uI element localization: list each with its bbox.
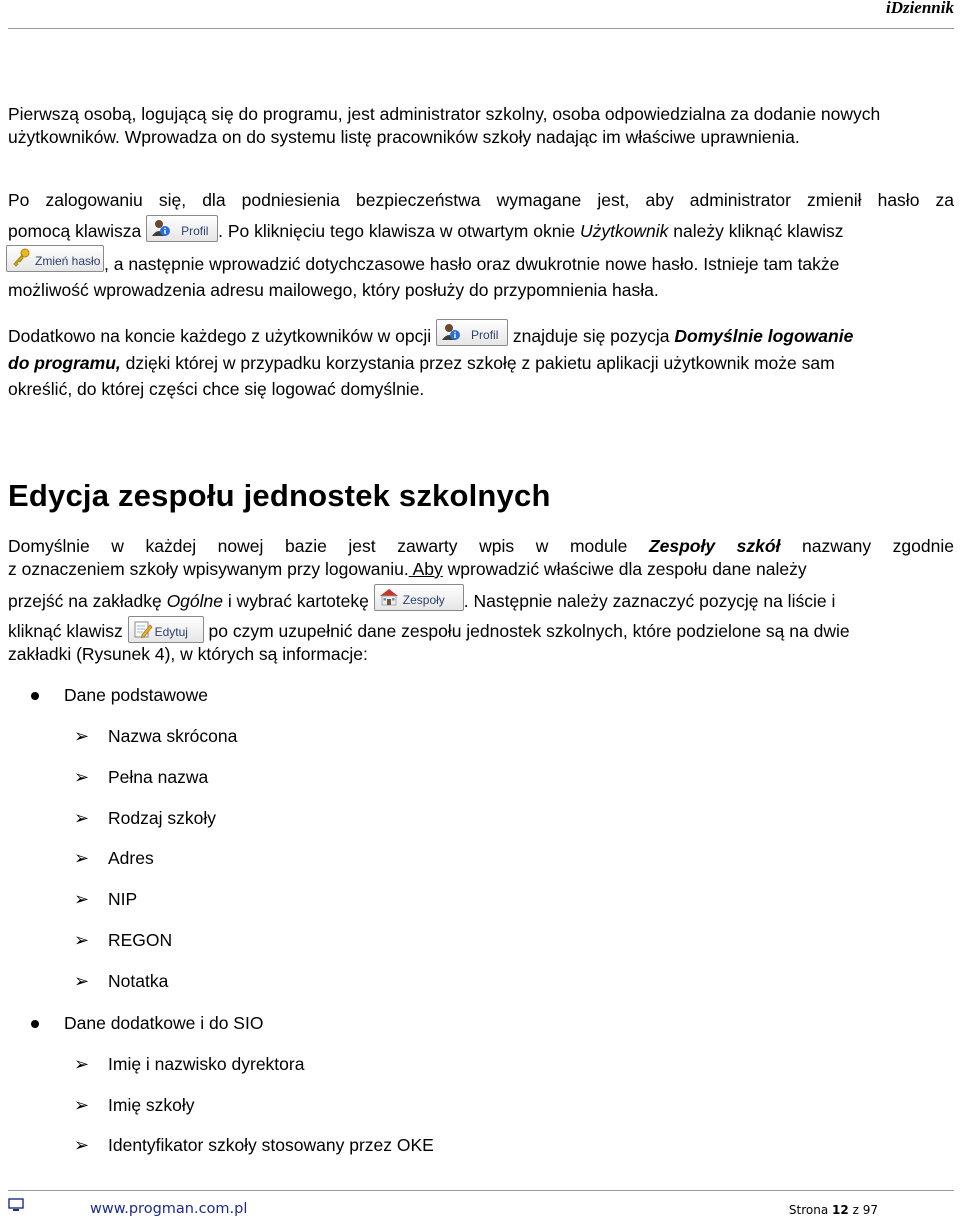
- arrow-bullet-icon: ➢: [74, 1054, 90, 1075]
- text: Domyślnie w każdej nowej bazie jest zawarty wpis w module: [8, 536, 649, 556]
- text: Po zalogowaniu się, dla podniesienia bezpieczeństwa wymagane jest, aby administrator zmienił hasło za: [8, 190, 954, 210]
- text-bold-italic: Zespoły szkół: [648, 536, 781, 556]
- page-total: 97: [862, 1203, 878, 1217]
- page-prefix: Strona: [788, 1203, 829, 1217]
- arrow-bullet-icon: ➢: [74, 848, 90, 869]
- text-bold-italic: Domyślnie logowanie: [674, 326, 854, 346]
- paragraph-intro: [8, 103, 954, 149]
- text: określić, do której części chce się logować domyślnie.: [8, 379, 425, 399]
- paragraph-password-line1: [8, 189, 954, 212]
- text: kliknąć klawisz: [8, 621, 123, 641]
- arrow-bullet-icon: ➢: [74, 1135, 90, 1156]
- zespoly-button-label: Zespoły: [402, 592, 445, 607]
- text: przejść na zakładkę: [8, 591, 167, 611]
- profil-button-2[interactable]: [436, 319, 508, 346]
- header-title: iDziennik: [885, 0, 954, 17]
- list-item-label: Adres: [108, 848, 154, 868]
- footer-page-number: [789, 1203, 878, 1217]
- arrow-bullet-icon: ➢: [74, 971, 90, 992]
- zmien-haslo-button-label: Zmień hasło: [35, 253, 101, 268]
- arrow-bullet-icon: ➢: [74, 889, 90, 910]
- list-item-label: Nazwa skrócona: [108, 726, 238, 746]
- text: Dodatkowo na koncie każdego z użytkowników w opcji: [8, 326, 432, 346]
- page-current: 12: [832, 1203, 849, 1217]
- text-italic: Użytkownik: [579, 221, 669, 241]
- text: zakładki (Rysunek 4), w których są informacje:: [8, 644, 368, 664]
- bullet-dot-icon: [31, 692, 39, 700]
- list-item-label: Pełna nazwa: [108, 767, 209, 787]
- school-building-icon: [379, 587, 399, 607]
- arrow-bullet-icon: ➢: [74, 1095, 90, 1116]
- list-item-label: Imię i nazwisko dyrektora: [108, 1054, 305, 1074]
- edytuj-button-label: Edytuj: [154, 624, 188, 639]
- computer-icon: [8, 1198, 24, 1212]
- header-divider: [8, 28, 954, 29]
- text-bold-italic: do programu,: [8, 353, 121, 373]
- text: pomocą klawisza: [8, 221, 142, 241]
- paragraph-team-line5: [8, 643, 954, 666]
- arrow-bullet-icon: ➢: [74, 808, 90, 829]
- arrow-bullet-icon: ➢: [74, 767, 90, 788]
- text: nazwany zgodnie: [780, 536, 954, 556]
- user-info-icon: [151, 218, 171, 238]
- list-item-label: REGON: [108, 930, 173, 950]
- user-info-icon: [441, 322, 461, 342]
- text: po czym uzupełnić dane zespołu jednostek szkolnych, które podzielone są na dwie: [208, 621, 850, 641]
- list-item-label: Dane podstawowe: [64, 685, 208, 705]
- text: znajduje się pozycja: [512, 326, 675, 346]
- paragraph-password-line4: [8, 279, 954, 302]
- zmien-haslo-button[interactable]: [6, 245, 104, 272]
- list-item-label: Identyfikator szkoły stosowany przez OKE: [108, 1135, 434, 1155]
- paragraph-password-line2: [8, 220, 954, 243]
- page-separator: z: [852, 1203, 859, 1217]
- bullet-dot-icon: [31, 1020, 39, 1028]
- text: i wybrać kartotekę: [223, 591, 369, 611]
- zespoly-button[interactable]: [374, 584, 464, 611]
- arrow-bullet-icon: ➢: [74, 930, 90, 951]
- arrow-bullet-icon: ➢: [74, 726, 90, 747]
- key-icon: [11, 248, 31, 268]
- list-item-label: Rodzaj szkoły: [108, 808, 216, 828]
- paragraph-team-line2: [8, 558, 954, 581]
- profil-button[interactable]: [146, 215, 218, 242]
- edytuj-button[interactable]: [128, 616, 204, 643]
- text: . Po kliknięciu tego klawisza w otwartym oknie: [218, 221, 580, 241]
- list-item-label: NIP: [108, 889, 138, 909]
- text: dzięki której w przypadku korzystania przez szkołę z pakietu aplikacji użytkownik może sam: [120, 353, 835, 373]
- list-item-label: Imię szkoły: [108, 1095, 195, 1115]
- paragraph-team-line1: [8, 535, 954, 558]
- footer-divider: [8, 1190, 954, 1191]
- paragraph-team-line4: [8, 620, 954, 643]
- paragraph-intro-text: Pierwszą osobą, logującą się do programu, jest administrator szkolny, osoba odpowiedzialna za dodanie nowych użytkowników. Wprowadza on do systemu listę pracowników szkoły nadając im właściwe uprawnienia.: [8, 104, 881, 147]
- paragraph-team-line3: [8, 590, 954, 613]
- paragraph-password-line3: [8, 253, 954, 276]
- text-italic: Ogólne: [166, 591, 223, 611]
- profil-button-label: Profil: [471, 327, 499, 342]
- list-item-label: Dane dodatkowe i do SIO: [64, 1013, 264, 1033]
- text-underlined: Aby: [408, 559, 443, 579]
- paragraph-default-login-line3: [8, 378, 954, 401]
- paragraph-default-login-line2: [8, 352, 954, 375]
- list-item-label: Notatka: [108, 971, 169, 991]
- footer-url-link[interactable]: www.progman.com.pl: [90, 1201, 248, 1217]
- profil-button-label: Profil: [181, 223, 209, 238]
- page-header: [0, 0, 960, 30]
- section-heading: Edycja zespołu jednostek szkolnych: [8, 478, 551, 513]
- text: z oznaczeniem szkoły wpisywanym przy logowaniu.: [8, 559, 409, 579]
- text: wprowadzić właściwe dla zespołu dane należy: [442, 559, 807, 579]
- edit-icon: [133, 619, 153, 639]
- text: , a następnie wprowadzić dotychczasowe hasło oraz dwukrotnie nowe hasło. Istnieje tam także: [104, 254, 840, 274]
- text: należy kliknąć klawisz: [668, 221, 844, 241]
- text: . Następnie należy zaznaczyć pozycję na liście i: [463, 591, 836, 611]
- paragraph-default-login-line1: [8, 325, 954, 348]
- text: możliwość wprowadzenia adresu mailowego, który posłuży do przypomnienia hasła.: [8, 280, 659, 300]
